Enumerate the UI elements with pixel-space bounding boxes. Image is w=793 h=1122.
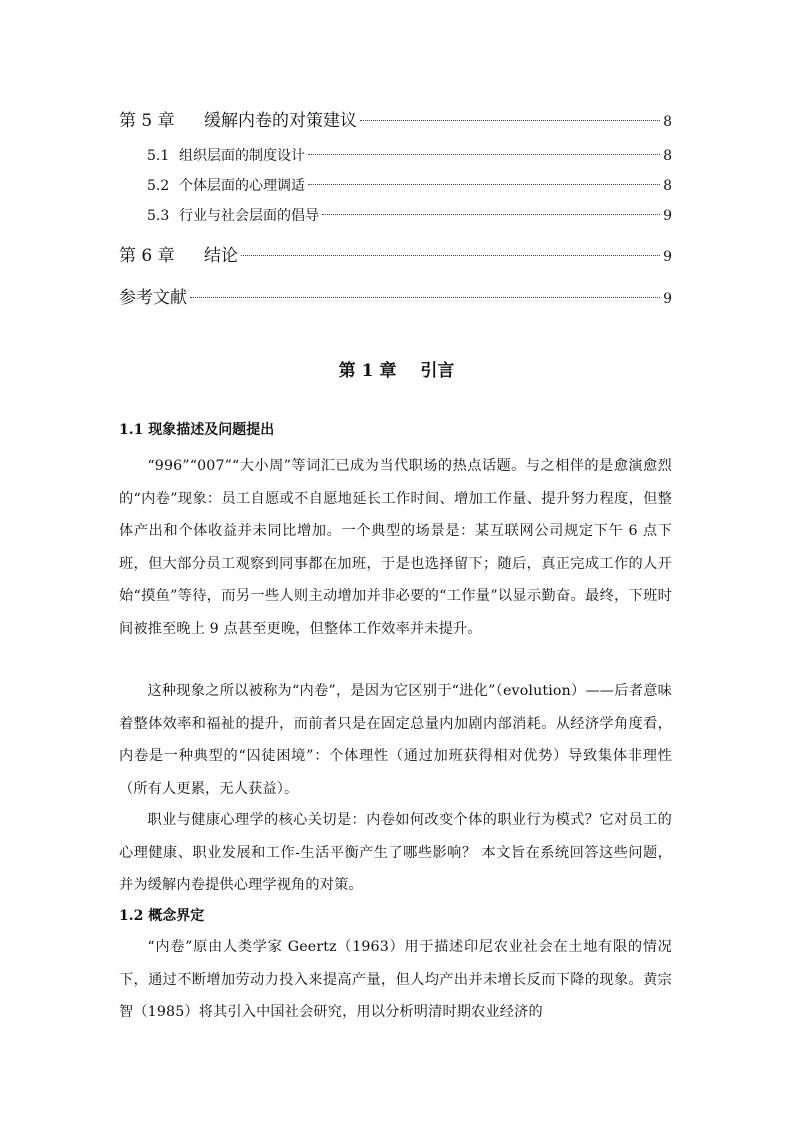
- toc-dot-leader: [322, 214, 660, 215]
- toc-entry-title: 参考文献: [119, 288, 187, 308]
- toc-page-number: 9: [663, 208, 672, 224]
- toc-dot-leader: [308, 154, 660, 155]
- toc-chapter-number: 第 5 章: [119, 111, 175, 131]
- toc-entry-section-5-1[interactable]: [147, 145, 672, 165]
- toc-page-number: 8: [663, 114, 672, 130]
- chapter-heading: [0, 356, 793, 381]
- toc-entry-title: 组织层面的制度设计: [179, 148, 305, 164]
- toc-page-number: 9: [663, 291, 672, 307]
- toc-dot-leader: [190, 297, 660, 298]
- body-paragraph: “996”“007”“大小周”等词汇已成为当代职场的热点话题。与之相伴的是愈演愈烈的“内卷”现象：员工自愿或不自愿地延长工作时间、增加工作量、提升努力程度，但整体产出和个体收益并未同比增加。一个典型的场景是：某互联网公司规定下午 6 点下班，但大部分员工观察到同事都在加班，于是也选择留下；随后，真正完成工作的人开始“摸鱼”等待，而另一些人则主动增加并非必要的“工作量”以显示勤奋。最终，下班时间被推至晚上 9 点甚至更晚，但整体工作效率并未提升。: [119, 458, 672, 637]
- toc-entry-chapter-6[interactable]: [119, 241, 672, 266]
- toc-dot-leader: [308, 184, 660, 185]
- toc-entry-section-5-2[interactable]: [147, 175, 672, 195]
- toc-section-number: 5.2: [147, 178, 170, 194]
- toc-entry-title: 结论: [204, 246, 238, 266]
- toc-page-number: 9: [663, 249, 672, 265]
- toc-page-number: 8: [663, 178, 672, 194]
- section-heading-1-1: 1.1 现象描述及问题提出: [119, 422, 275, 438]
- toc-entry-title: 缓解内卷的对策建议: [204, 111, 357, 131]
- chapter-number: 第 1 章: [338, 361, 397, 381]
- body-paragraph: 职业与健康心理学的核心关切是：内卷如何改变个体的职业行为模式？它对员工的心理健康、职业发展和工作-生活平衡产生了哪些影响？ 本文旨在系统回答这些问题，并为缓解内卷提供心理学视角的对策。: [119, 812, 672, 894]
- toc-dot-leader: [360, 120, 660, 121]
- toc-chapter-number: 第 6 章: [119, 246, 175, 266]
- section-heading-1-2: 1.2 概念界定: [119, 908, 205, 924]
- body-paragraph: 这种现象之所以被称为“内卷”，是因为它区别于“进化”（evolution）——后者意味着整体效率和福祉的提升，而前者只是在固定总量内加剧内部消耗。从经济学角度看，内卷是一种典型的“囚徒困境”：个体理性（通过加班获得相对优势）导致集体非理性（所有人更累，无人获益）。: [119, 683, 672, 797]
- toc-entry-references[interactable]: [119, 283, 672, 308]
- toc-entry-chapter-5[interactable]: [119, 106, 672, 131]
- toc-section-number: 5.1: [147, 148, 170, 164]
- body-paragraph: “内卷”原由人类学家 Geertz（1963）用于描述印尼农业社会在土地有限的情况下，通过不断增加劳动力投入来提高产量，但人均产出并未增长反而下降的现象。黄宗智（1985）将其引入中国社会研究，用以分析明清时期农业经济的: [119, 939, 672, 1021]
- toc-entry-section-5-3[interactable]: [147, 205, 672, 225]
- toc-entry-title: 行业与社会层面的倡导: [179, 208, 319, 224]
- toc-section-number: 5.3: [147, 208, 170, 224]
- chapter-title: 引言: [420, 361, 455, 381]
- toc-entry-title: 个体层面的心理调适: [179, 178, 305, 194]
- toc-dot-leader: [241, 255, 660, 256]
- toc-page-number: 8: [663, 148, 672, 164]
